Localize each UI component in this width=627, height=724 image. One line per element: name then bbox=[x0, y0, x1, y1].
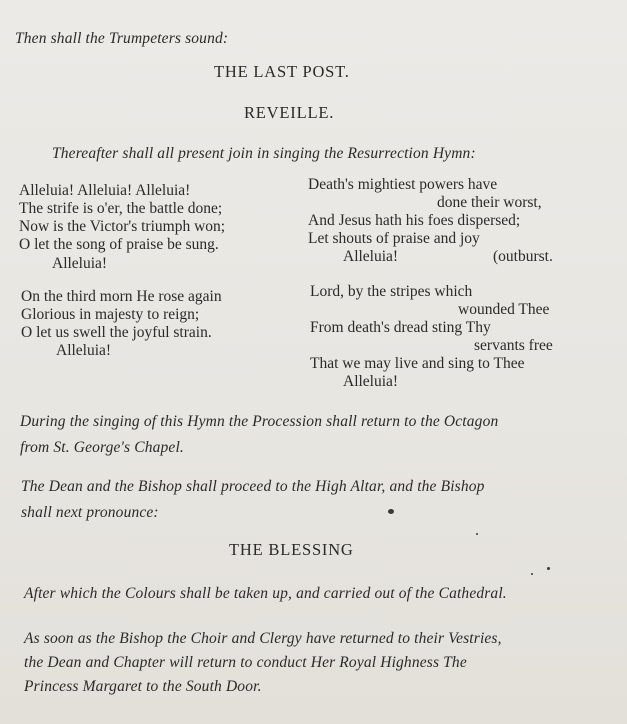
hymn-line: Alleluia! bbox=[343, 248, 399, 265]
hymn-line: wounded Thee bbox=[458, 301, 550, 318]
heading-blessing: THE BLESSING bbox=[229, 540, 354, 559]
hymn-line: Alleluia! bbox=[343, 373, 399, 390]
hymn-line: (outburst. bbox=[493, 248, 553, 265]
paper-speck bbox=[531, 573, 533, 575]
paper-speck bbox=[388, 509, 394, 514]
hymn-line: Lord, by the stripes which bbox=[310, 283, 473, 300]
rubric-hymn: Thereafter shall all present join in singing the Resurrection Hymn: bbox=[52, 145, 476, 162]
hymn-line: Alleluia! bbox=[56, 342, 112, 359]
heading-reveille: REVEILLE. bbox=[244, 103, 335, 122]
heading-last-post: THE LAST POST. bbox=[214, 62, 350, 81]
hymn-line: servants free bbox=[474, 337, 553, 354]
rubric-dean-line: shall next pronounce: bbox=[21, 504, 159, 521]
hymn-line: Alleluia! Alleluia! Alleluia! bbox=[19, 182, 191, 199]
hymn-line: That we may live and sing to Thee bbox=[310, 355, 525, 372]
rubric-procession-line: During the singing of this Hymn the Procession shall return to the Octagon bbox=[20, 413, 499, 430]
hymn-line: Glorious in majesty to reign; bbox=[21, 306, 200, 323]
hymn-line: Alleluia! bbox=[52, 255, 108, 272]
hymn-line: O let us swell the joyful strain. bbox=[21, 324, 212, 341]
hymn-line: done their worst, bbox=[437, 194, 542, 211]
hymn-line: Now is the Victor's triumph won; bbox=[19, 218, 226, 235]
paper-speck bbox=[476, 533, 478, 535]
rubric-final-line: Princess Margaret to the South Door. bbox=[24, 678, 262, 695]
rubric-final-line: As soon as the Bishop the Choir and Clergy have returned to their Vestries, bbox=[24, 630, 502, 647]
hymn-line: Death's mightiest powers have bbox=[308, 176, 498, 193]
hymn-line: On the third morn He rose again bbox=[21, 288, 222, 305]
rubric-dean-line: The Dean and the Bishop shall proceed to the High Altar, and the Bishop bbox=[21, 478, 485, 495]
paper-speck bbox=[547, 567, 550, 570]
rubric-colours: After which the Colours shall be taken up, and carried out of the Cathedral. bbox=[24, 585, 507, 602]
rubric-procession-line: from St. George's Chapel. bbox=[20, 439, 184, 456]
hymn-line: From death's dread sting Thy bbox=[310, 319, 491, 336]
rubric-trumpeters: Then shall the Trumpeters sound: bbox=[15, 30, 229, 47]
hymn-line: O let the song of praise be sung. bbox=[19, 236, 219, 253]
hymn-line: And Jesus hath his foes dispersed; bbox=[308, 212, 521, 229]
hymn-line: The strife is o'er, the battle done; bbox=[19, 200, 223, 217]
rubric-final-line: the Dean and Chapter will return to conduct Her Royal Highness The bbox=[24, 654, 467, 671]
hymn-line: Let shouts of praise and joy bbox=[308, 230, 480, 247]
